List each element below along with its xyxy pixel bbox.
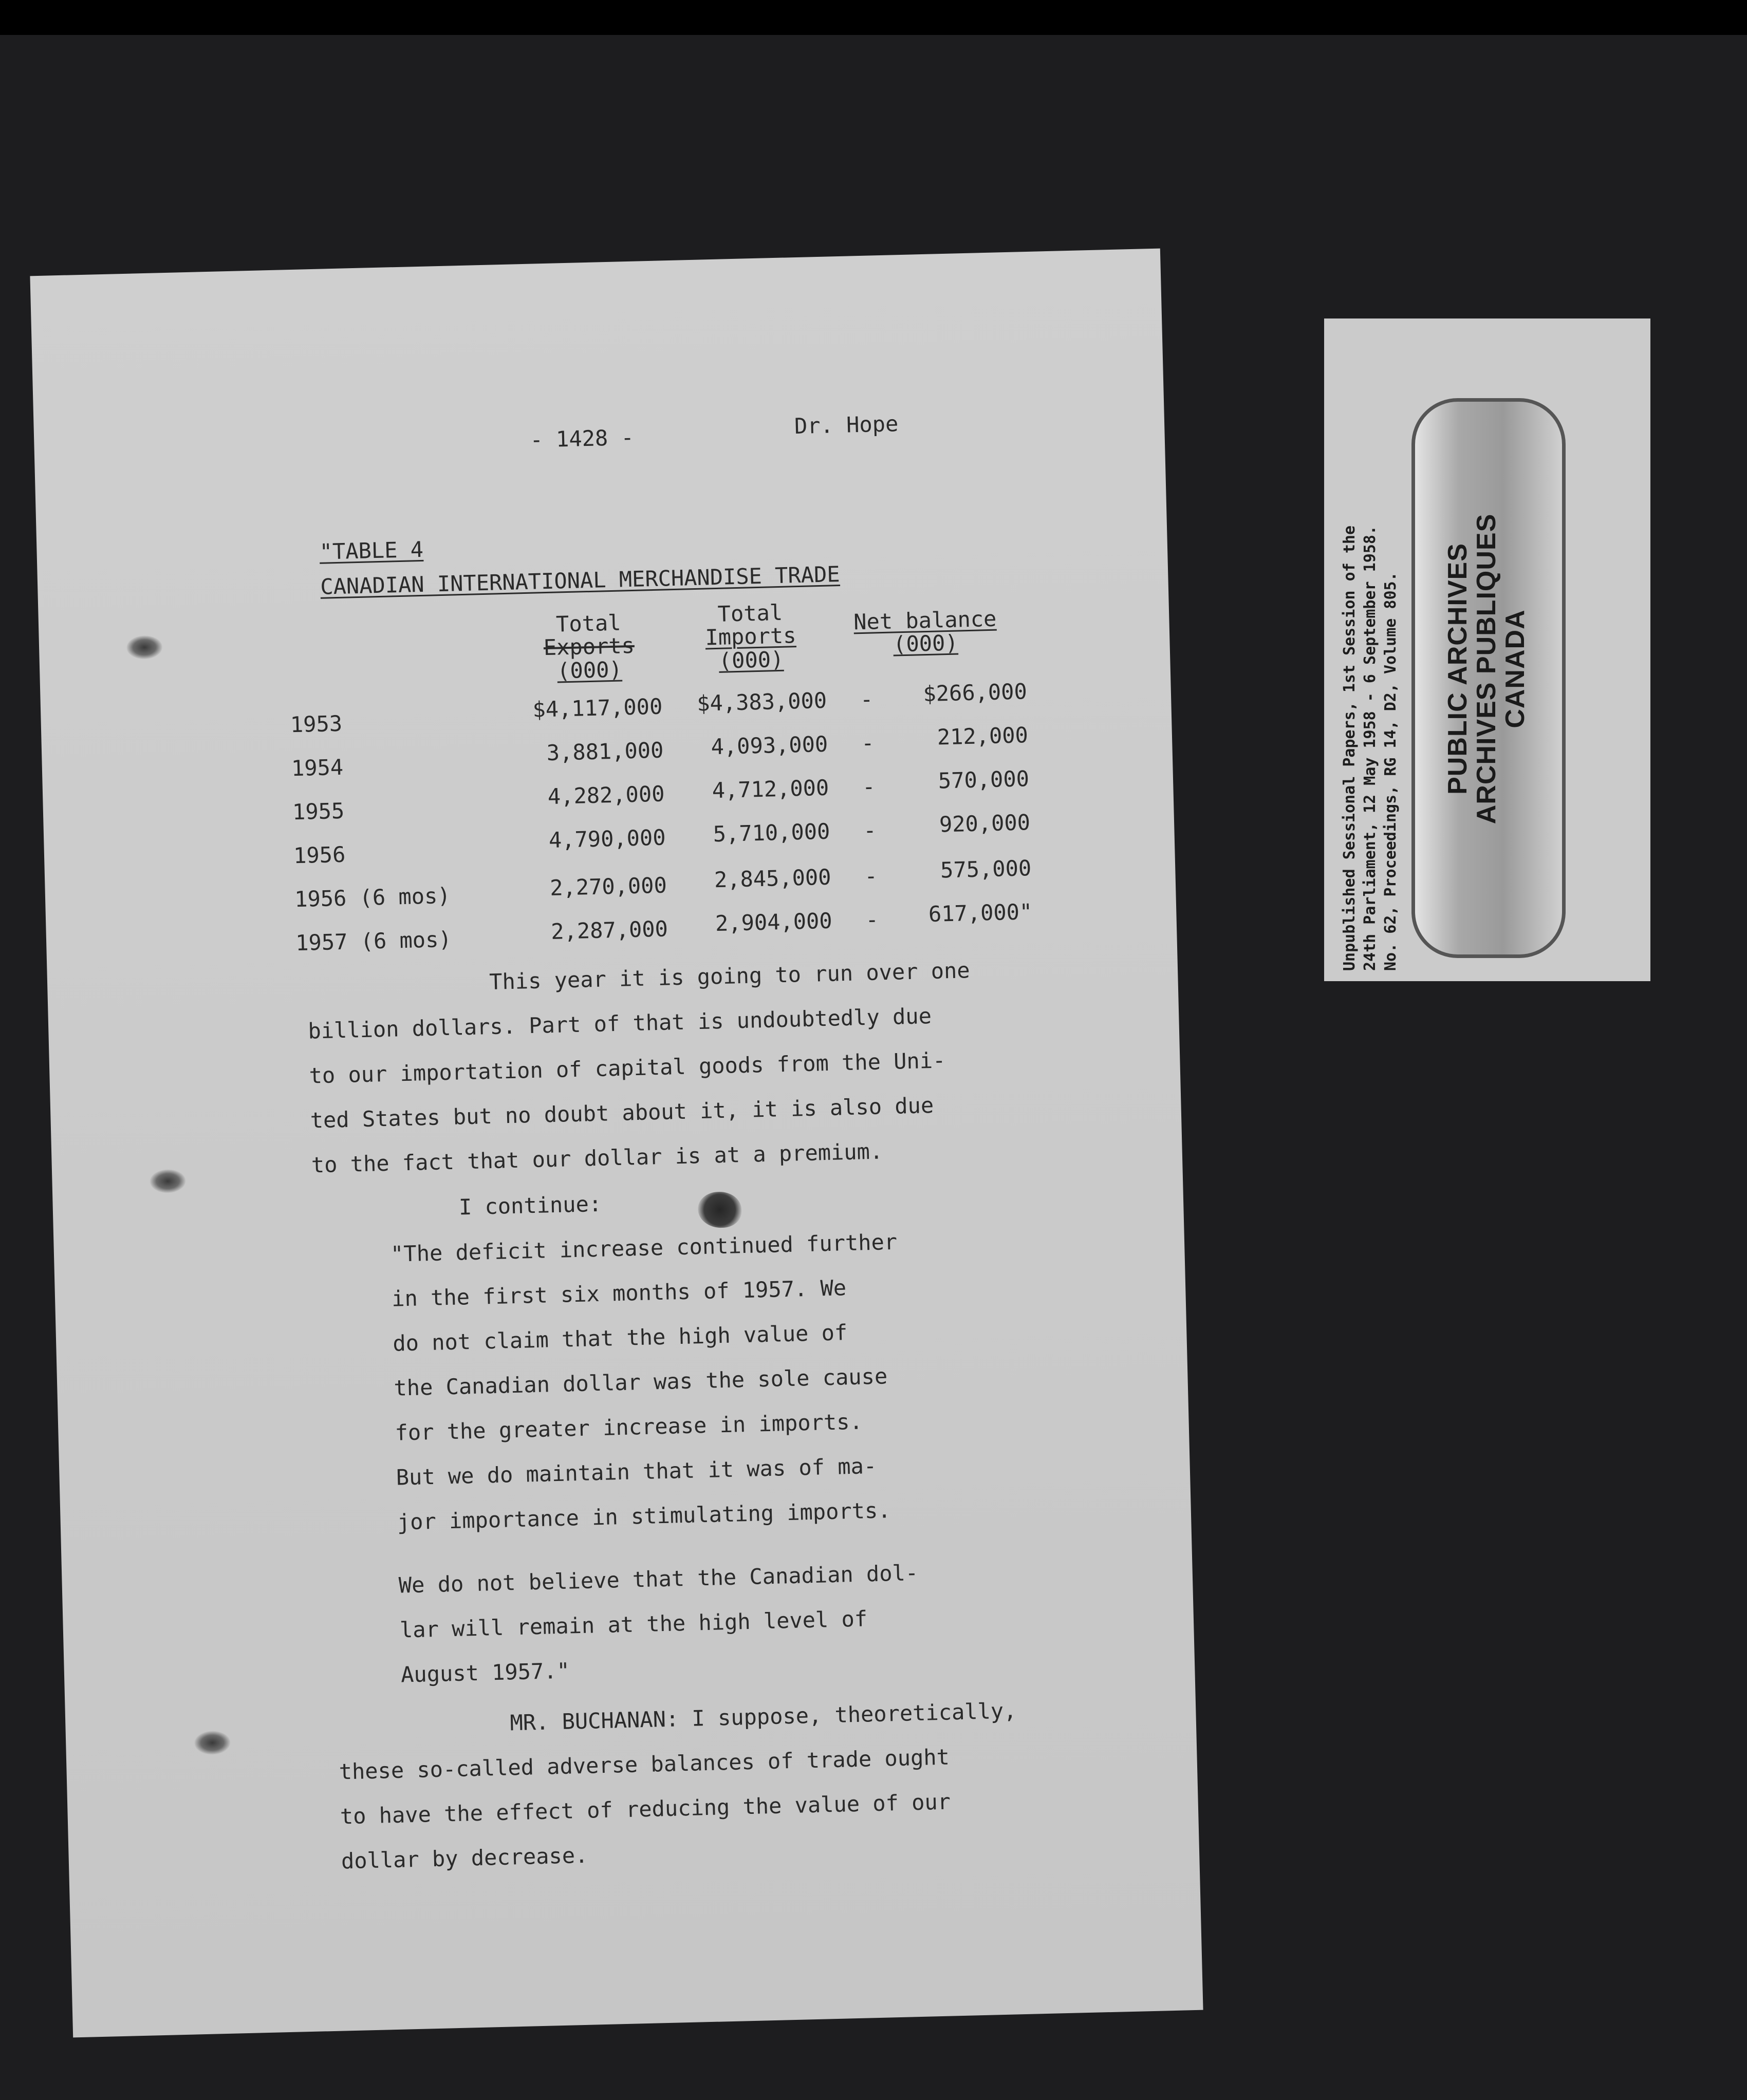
page-number: - 1428 - [529, 424, 635, 453]
punch-hole [150, 1169, 186, 1194]
stamp-text [1443, 489, 1530, 849]
header-line: Imports [704, 623, 797, 650]
citation-line: Unpublished Sessional Papers, 1st Session of the [1341, 526, 1359, 971]
row-year: 1957 (6 mos) [295, 926, 452, 956]
text-line: dollar by decrease. [341, 1842, 588, 1874]
row-year: 1954 [291, 754, 344, 781]
row-imports: 4,093,000 [711, 731, 828, 760]
quote-line: in the first six months of 1957. We [391, 1275, 847, 1311]
archive-citation-card [1324, 318, 1650, 981]
quote-line: But we do maintain that it was of ma- [396, 1453, 877, 1490]
citation-line: 24th Parliament, 12 May 1958 - 6 September 1958. [1361, 526, 1379, 971]
row-imports: $4,383,000 [696, 687, 827, 716]
row-sign: - [861, 730, 875, 756]
row-exports: $4,117,000 [532, 693, 663, 722]
header-line: (000) [893, 630, 959, 657]
quote-line: "The deficit increase continued further [390, 1229, 898, 1267]
column-header-balance [838, 607, 1013, 658]
row-imports: 4,712,000 [712, 775, 829, 803]
punch-hole [194, 1731, 231, 1755]
quote-line: lar will remain at the high level of [399, 1606, 868, 1643]
header-line: Exports [543, 633, 635, 661]
row-imports: 5,710,000 [713, 818, 830, 847]
row-year: 1955 [292, 798, 345, 825]
public-archives-stamp [1411, 398, 1566, 958]
table-title: CANADIAN INTERNATIONAL MERCHANDISE TRADE [320, 561, 841, 599]
row-balance: $266,000 [922, 679, 1028, 707]
stamp-line: ARCHIVES PUBLIQUES [1472, 513, 1501, 824]
text-line: to have the effect of reducing the value of our [340, 1789, 951, 1829]
header-line: (000) [718, 646, 784, 673]
row-sign: - [865, 907, 879, 933]
text-line: these so-called adverse balances of trade ought [339, 1744, 950, 1785]
row-balance: 570,000 [938, 766, 1030, 794]
row-balance: 212,000 [937, 722, 1029, 750]
citation-text [1340, 334, 1401, 971]
header-line: Total [717, 599, 783, 627]
quote-line: jor importance in stimulating imports. [397, 1497, 891, 1535]
text-line: ted States but no doubt about it, it is also due [310, 1092, 934, 1133]
row-sign: - [864, 863, 878, 889]
column-header-exports [522, 610, 657, 683]
row-year: 1956 [293, 841, 346, 869]
text-line: MR. BUCHANAN: I suppose, theoretically, [509, 1698, 1017, 1736]
row-exports: 3,881,000 [546, 737, 664, 766]
text-line: billion dollars. Part of that is undoubtedly due [307, 1003, 932, 1044]
typed-document-page [30, 249, 1203, 2038]
stamp-line: CANADA [1500, 609, 1530, 728]
row-exports: 2,287,000 [550, 916, 668, 944]
text-line: to the fact that our dollar is at a premium. [311, 1138, 883, 1178]
text-line: to our importation of capital goods from the Uni- [309, 1047, 946, 1089]
row-sign: - [862, 774, 876, 800]
header-line: Net balance [853, 606, 997, 635]
text-line: I continue: [458, 1191, 602, 1220]
row-balance: 617,000" [928, 899, 1033, 927]
quote-line: August 1957." [400, 1658, 570, 1688]
row-sign: - [863, 817, 877, 843]
row-year: 1956 (6 mos) [294, 883, 451, 912]
citation-line: No. 62, Proceedings, RG 14, D2, Volume 805. [1382, 572, 1400, 971]
quote-line: We do not believe that the Canadian dol- [398, 1560, 919, 1598]
ink-blot [697, 1191, 742, 1228]
row-imports: 2,845,000 [714, 864, 832, 893]
quote-line: for the greater increase in imports. [395, 1409, 863, 1446]
column-header-imports [683, 600, 818, 673]
row-exports: 4,282,000 [547, 781, 665, 810]
punch-hole [126, 635, 163, 660]
row-balance: 575,000 [940, 855, 1032, 883]
row-exports: 4,790,000 [548, 824, 666, 853]
speaker-name: Dr. Hope [794, 411, 899, 439]
quote-line: the Canadian dollar was the sole cause [393, 1363, 888, 1401]
header-line: Total [555, 610, 622, 637]
text-line: This year it is going to run over one [489, 958, 971, 995]
row-year: 1953 [290, 710, 343, 738]
row-exports: 2,270,000 [549, 872, 667, 901]
header-line: (000) [556, 657, 623, 684]
row-balance: 920,000 [939, 810, 1031, 837]
quote-line: do not claim that the high value of [392, 1320, 848, 1356]
row-imports: 2,904,000 [715, 908, 833, 936]
stamp-line: PUBLIC ARCHIVES [1443, 543, 1473, 795]
row-sign: - [860, 686, 874, 713]
table-label: "TABLE 4 [319, 536, 424, 565]
